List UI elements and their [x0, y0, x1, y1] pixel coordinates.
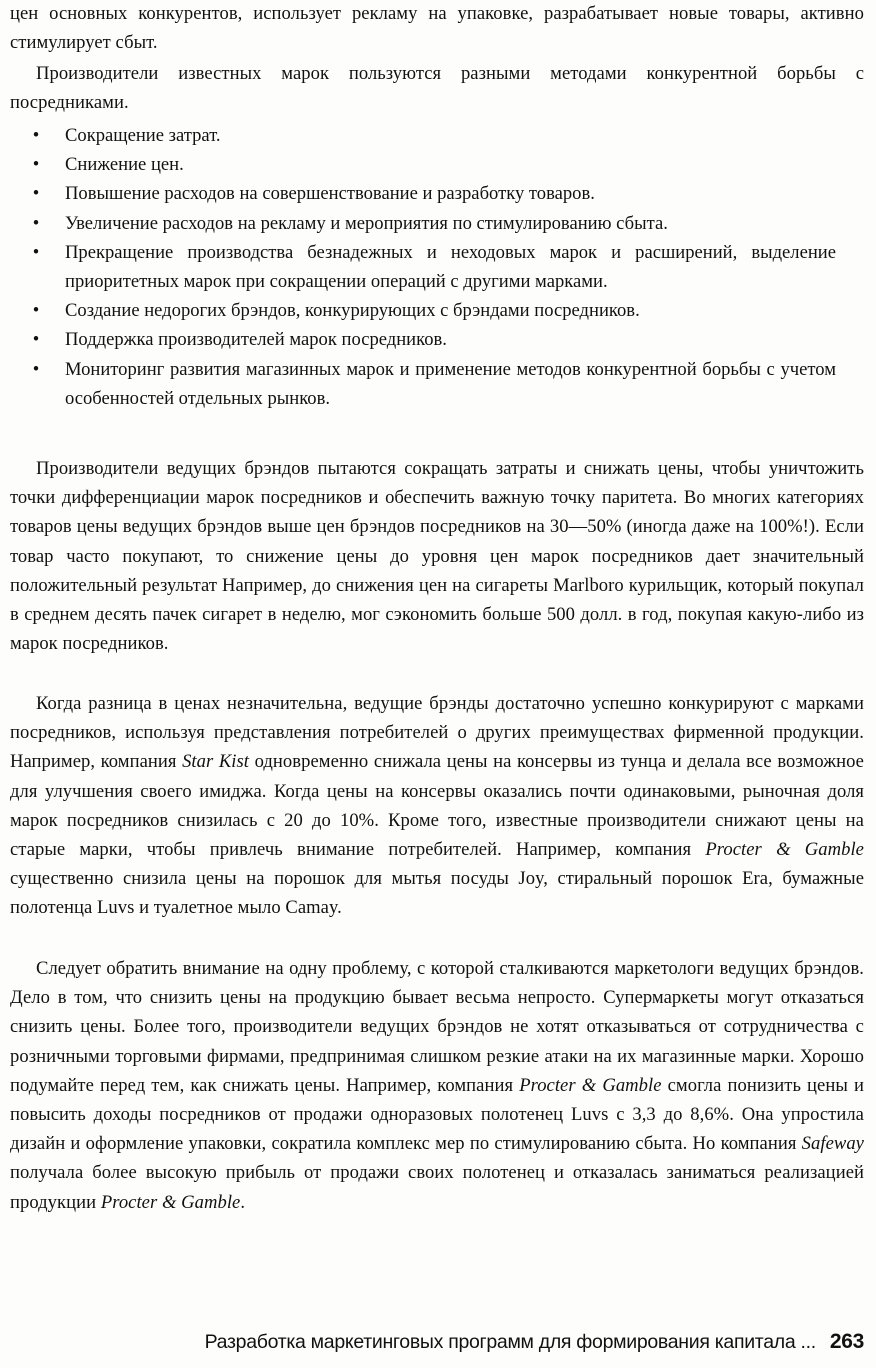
list-item: • Мониторинг развития магазинных марок и применение методов конкурентной борьбы с учетом особенностей отдельных рынков.	[10, 355, 836, 413]
paragraph-intro: Производители известных марок пользуются разными методами конкурентной борьбы с посредниками.	[10, 63, 864, 114]
bullet-icon: •	[32, 154, 40, 176]
bullet-icon: •	[32, 329, 40, 351]
list-item: • Поддержка производителей марок посредников.	[10, 325, 836, 354]
running-title: Разработка маркетинговых программ для формирования капитала ...	[204, 1331, 816, 1353]
list-item: • Увеличение расходов на рекламу и мероприятия по стимулированию сбыта.	[10, 209, 836, 238]
bullet-icon: •	[32, 212, 40, 234]
paragraph-continuation: цен основных конкурентов, использует рекламу на упаковке, разрабатывает новые товары, активно стимулирует сбыт.	[10, 3, 864, 54]
list-item: • Прекращение производства безнадежных и неходовых марок и расширений, выделение приоритетных марок при сокращении операций с другими марками.	[10, 238, 836, 296]
list-item: • Создание недорогих брэндов, конкурирующих с брэндами посредников.	[10, 296, 836, 325]
company-name: Star Kist	[182, 751, 250, 773]
bullet-icon: •	[32, 125, 40, 146]
paragraph-price-difference: Когда разница в ценах незначительна, ведущие брэнды достаточно успешно конкурируют с марками посредников, используя представления потребителей о других преимуществах фирменной продукции. Например, компания Star Kist одновременно снижала цены на консервы из тунца и делала все возможное для улучшения своего имиджа. Когда цены на консервы оказались почти одинаковыми, рыночная доля марок посредников снизилась с 20 до 10%. Кроме того, известные производители снижают цены на старые марки, чтобы привлечь внимание потребителей. Например, компания Procter & Gamble существенно снизила цены на порошок для мытья посуды Joy, стиральный порошок Era, бумажные полотенца Luvs и туалетное мыло Camay.	[10, 693, 864, 919]
paragraph-problem: Следует обратить внимание на одну проблему, с которой сталкиваются маркетологи ведущих брэндов. Дело в том, что снизить цены на продукцию бывает весьма непросто. Супермаркеты могут отказаться снизить цены. Более того, производители ведущих брэндов не хотят отказываться от сотрудничества с розничными торговыми фирмами, предпринимая слишком резкие атаки на их магазинные марки. Хорошо подумайте перед тем, как снижать цены. Например, компания Procter & Gamble смогла понизить цены и повысить доходы посредников от продажи одноразовых полотенец Luvs с 3,3 до 8,6%. Она упростила дизайн и оформление упаковки, сократила комплекс мер по стимулированию сбыта. Но компания Safeway получала более высокую прибыль от продажи своих полотенец и отказалась заниматься реализацией продукции Procter & Gamble.	[10, 958, 864, 1213]
paragraph-price-cuts: Производители ведущих брэндов пытаются сокращать затраты и снижать цены, чтобы уничтожить точки дифференциации марок посредников и обеспечить важную точку паритета. Во многих категориях товаров цены ведущих брэндов выше цен брэндов посредников на 30—50% (иногда даже на 100%!). Если товар часто покупают, то снижение цены до уровня цен марок посредников дает значительный положительный результат Например, до снижения цен на сигареты Marlboro курильщик, который покупал в среднем десять пачек сигарет в неделю, мог сэкономить больше 500 долл. в год, покупая какую-либо из марок посредников.	[10, 458, 864, 655]
company-name: Procter & Gamble	[519, 1074, 662, 1096]
list-item: • Повышение расходов на совершенствование и разработку товаров.	[10, 179, 836, 208]
company-name: Procter & Gamble	[705, 839, 864, 861]
page-number: 263	[829, 1330, 864, 1353]
bullet-icon: •	[32, 241, 40, 263]
bullet-icon: •	[32, 183, 40, 205]
bullet-icon: •	[32, 300, 40, 322]
list-item: • Снижение цен.	[10, 150, 836, 179]
company-name: Safeway	[801, 1133, 864, 1155]
methods-list	[10, 121, 836, 413]
bullet-icon: •	[32, 358, 40, 380]
page-footer	[0, 1330, 864, 1354]
list-item: • Сокращение затрат.	[10, 121, 836, 150]
company-name: Procter & Gamble	[100, 1191, 241, 1213]
